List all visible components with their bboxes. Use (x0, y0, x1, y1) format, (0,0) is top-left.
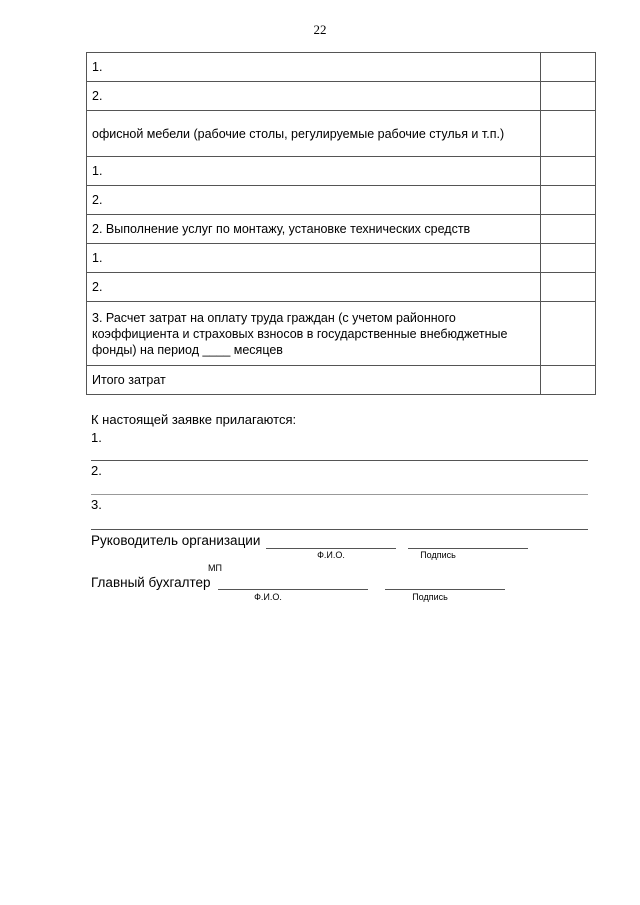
director-signature-caption: Подпись (420, 550, 456, 560)
attachment-item: 2. (91, 463, 102, 478)
table-cell-label: Итого затрат (87, 366, 541, 395)
attachment-line (91, 460, 588, 461)
table-cell-value (541, 157, 596, 186)
table-cell-label: 2. (87, 186, 541, 215)
director-signature-line (408, 548, 528, 549)
table-row (87, 366, 596, 395)
table-row (87, 302, 596, 366)
table-cell-label: офисной мебели (рабочие столы, регулируемые рабочие стулья и т.п.) (87, 111, 541, 157)
table-cell-label: 3. Расчет затрат на оплату труда граждан (с учетом районного коэффициента и страховых взносов в государственные внебюджетные фонды) на период ____ месяцев (87, 302, 541, 366)
table-row (87, 82, 596, 111)
table-cell-value (541, 273, 596, 302)
table-cell-label: 1. (87, 53, 541, 82)
seal-caption: МП (208, 563, 222, 573)
table-row (87, 53, 596, 82)
table-cell-label: 2. Выполнение услуг по монтажу, установке технических средств (87, 215, 541, 244)
accountant-fio-caption: Ф.И.О. (254, 592, 282, 602)
attachments-title: К настоящей заявке прилагаются: (91, 412, 297, 427)
table-cell-value (541, 111, 596, 157)
table-cell-value (541, 215, 596, 244)
table-row (87, 244, 596, 273)
table-cell-label: 1. (87, 244, 541, 273)
table-cell-label: 2. (87, 82, 541, 111)
accountant-signature-line (385, 589, 505, 590)
attachment-item: 1. (91, 430, 102, 445)
accountant-signature-caption: Подпись (412, 592, 448, 602)
table-row (87, 273, 596, 302)
director-name-line (266, 548, 396, 549)
table-cell-label: 2. (87, 273, 541, 302)
table-row (87, 215, 596, 244)
table-cell-label: 1. (87, 157, 541, 186)
table-cell-value (541, 53, 596, 82)
attachment-item: 3. (91, 497, 102, 512)
table-cell-value (541, 244, 596, 273)
table-cell-value (541, 186, 596, 215)
director-label: Руководитель организации (91, 533, 261, 548)
table-cell-value (541, 82, 596, 111)
director-fio-caption: Ф.И.О. (317, 550, 345, 560)
attachment-line (91, 494, 588, 495)
attachment-line (91, 529, 588, 530)
accountant-name-line (218, 589, 368, 590)
accountant-label: Главный бухгалтер (91, 575, 211, 590)
table-cell-value (541, 302, 596, 366)
table-row (87, 186, 596, 215)
table-row (87, 111, 596, 157)
table-cell-value (541, 366, 596, 395)
page-number: 22 (313, 22, 327, 37)
cost-table (86, 52, 596, 395)
table-row (87, 157, 596, 186)
